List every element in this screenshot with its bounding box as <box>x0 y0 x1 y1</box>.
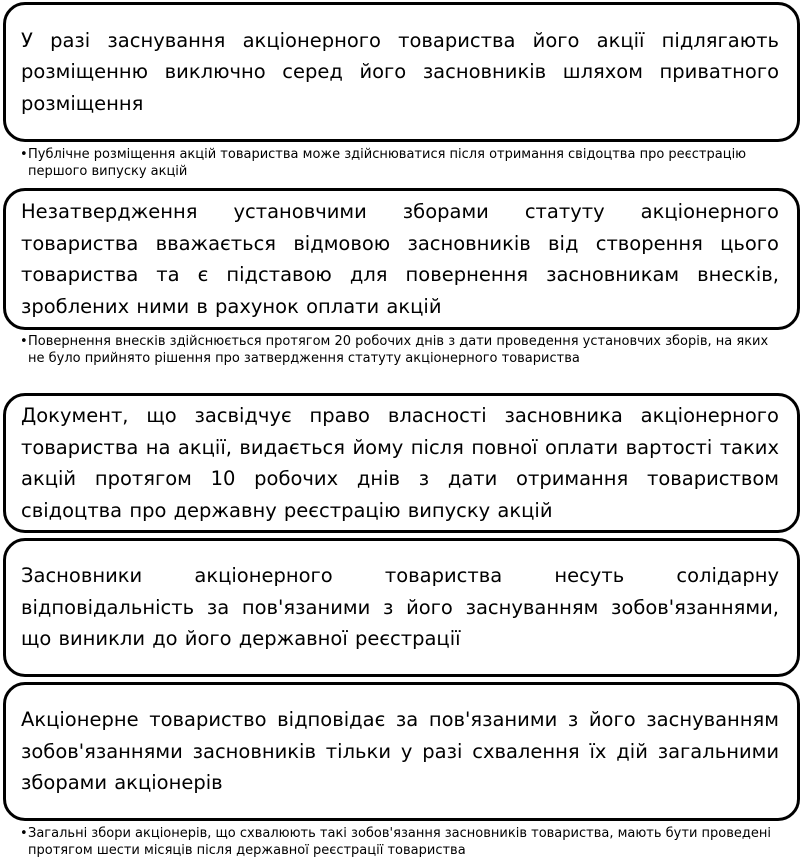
rule-text: Документ, що засвідчує право власності засновника акціонерного товариства на акції, видається йому після повної оплати вартості таких акцій протягом 10 робочих днів з дати отримання товариством свідоцтва про державну реєстрацію випуску акцій <box>21 404 779 522</box>
note-text: Повернення внесків здійснюється протягом 20 робочих днів з дати проведення установчих зборів, на яких не було прийнято рішення про затвердження статуту акціонерного товариства <box>28 334 769 366</box>
rule-text: Незатвердження установчими зборами статуту акціонерного товариства вважається відмовою засновників від створення цього товариства та є підставою для повернення засновникам внесків, зроблених ними в рахунок оплати акцій <box>21 200 779 318</box>
rule-text: У разі заснування акціонерного товариства його акції підлягають розміщенню виключно серед його засновників шляхом приватного розміщення <box>21 28 779 115</box>
note-public-placement <box>20 146 788 180</box>
bullet-icon: • <box>20 826 28 841</box>
rule-box-company-liability <box>3 682 800 821</box>
bullet-icon: • <box>20 334 28 349</box>
note-general-meeting <box>20 825 788 859</box>
rule-text: Засновники акціонерного товариства несуть солідарну відповідальність за пов'язаними з його заснуванням зобов'язаннями, що виникли до його державної реєстрації <box>21 564 779 651</box>
note-text: Публічне розміщення акцій товариства може здійснюватися після отримання свідоцтва про реєстрацію першого випуску акцій <box>28 147 747 179</box>
note-text: Загальні збори акціонерів, що схвалюють такі зобов'язання засновників товариства, мають бути проведені протягом шести місяців після державної реєстрації товариства <box>28 826 771 858</box>
bullet-icon: • <box>20 147 28 162</box>
rule-text: Акціонерне товариство відповідає за пов'язаними з його заснуванням зобов'язаннями засновників тільки у разі схвалення їх дій загальними зборами акціонерів <box>21 708 779 795</box>
rule-box-joint-liability <box>3 538 800 677</box>
rule-box-private-placement <box>3 2 800 142</box>
rule-box-ownership-document <box>3 393 800 533</box>
rule-box-charter-not-approved <box>3 188 800 330</box>
note-refund-deadline <box>20 333 788 367</box>
